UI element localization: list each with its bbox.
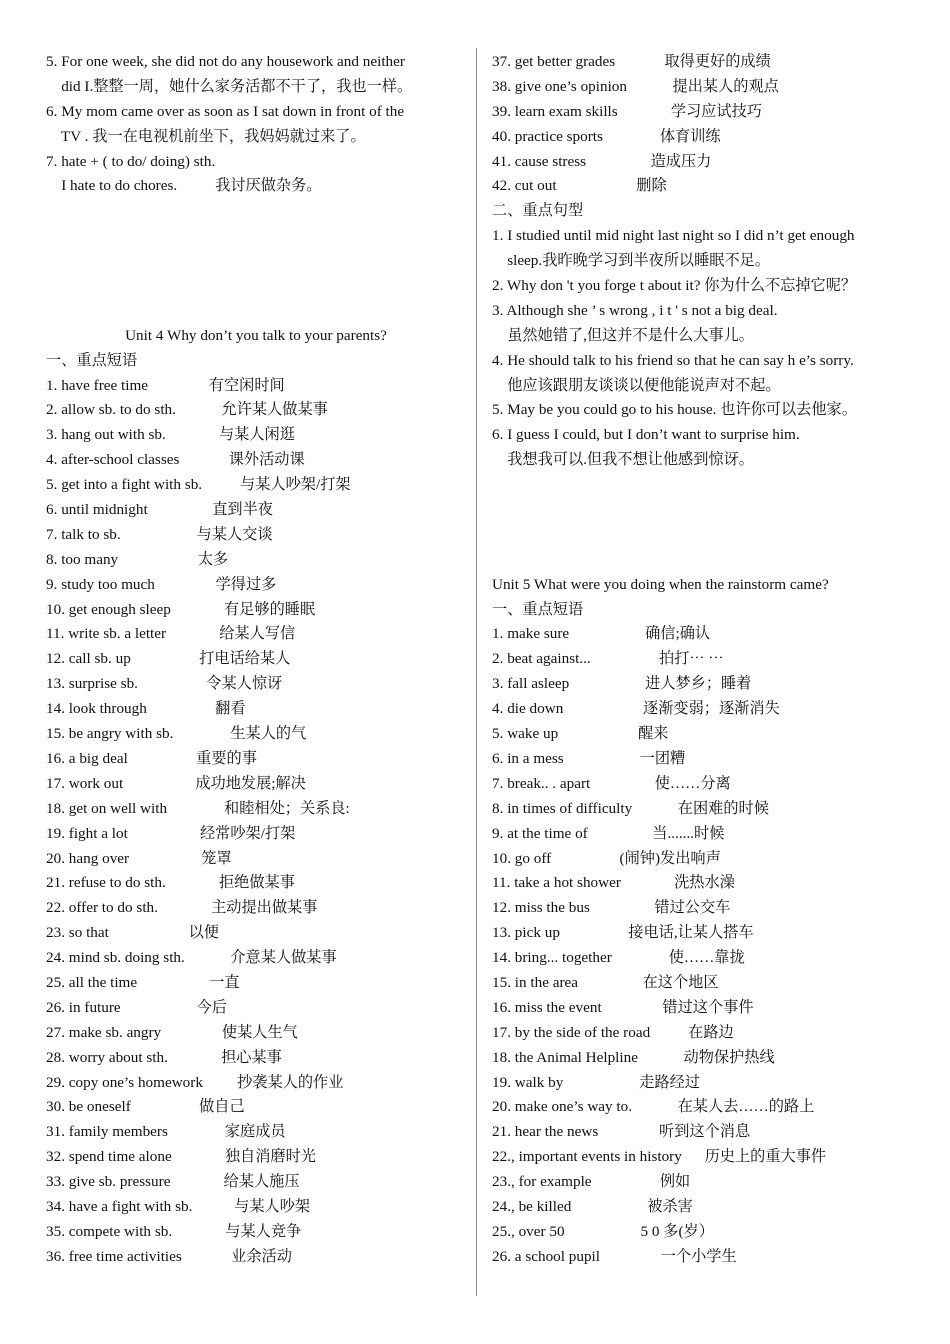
intro-line: 6. My mom came over as soon as I sat down in front of the <box>46 102 405 120</box>
phrase-item: 13. pick up 接电话,让某人搭车 <box>492 924 754 942</box>
phrase-item: 35. compete with sb. 与某人竞争 <box>46 1222 302 1240</box>
intro-list <box>46 50 466 199</box>
unit4-sentence-heading: 二、重点句型 <box>492 202 584 220</box>
phrase-item: 7. talk to sb. 与某人交谈 <box>46 525 273 543</box>
phrase-item: 37. get better grades 取得更好的成绩 <box>492 53 771 70</box>
phrase-item: 36. free time activities 业余活动 <box>46 1247 292 1265</box>
phrase-item: 33. give sb. pressure 给某人施压 <box>46 1173 300 1191</box>
phrase-item: 39. learn exam skills 学习应试技巧 <box>492 102 762 120</box>
phrase-item: 26. a school pupil 一个小学生 <box>492 1247 737 1265</box>
phrase-item: 25. all the time 一直 <box>46 973 240 991</box>
phrase-item: 14. bring... together 使……靠拢 <box>492 949 745 967</box>
phrase-item: 12. miss the bus 错过公交车 <box>492 899 731 917</box>
sentence-line: 2. Why don 't you forge t about it? 你为什么不忘掉它呢？ <box>492 277 857 295</box>
sentence-line: 我想我可以.但我不想让他感到惊讶。 <box>492 451 754 469</box>
phrase-item: 34. have a fight with sb. 与某人吵架 <box>46 1197 311 1215</box>
phrase-item: 9. at the time of 当.......时候 <box>492 824 725 842</box>
intro-line: TV . 我一在电视机前坐下，我妈妈就过来了。 <box>46 127 366 145</box>
phrase-item: 19. fight a lot 经常吵架/打架 <box>46 824 296 842</box>
unit4-title: Unit 4 Why don’t you talk to your parents? <box>125 326 387 344</box>
intro-line: did I.整整一周，她什么家务活都不干了，我也一样。 <box>46 77 413 95</box>
phrase-item: 18. the Animal Helpline 动物保护热线 <box>492 1048 775 1066</box>
phrase-item: 11. take a hot shower 洗热水澡 <box>492 874 735 892</box>
phrase-item: 14. look through 翻看 <box>46 700 246 718</box>
phrase-item: 8. in times of difficulty 在困难的时候 <box>492 799 769 817</box>
phrase-item: 10. go off (闹钟)发出响声 <box>492 849 721 867</box>
phrase-item: 7. break.. . apart 使……分离 <box>492 774 731 792</box>
unit4-sentence-list <box>492 224 912 473</box>
phrase-item: 6. until midnight 直到半夜 <box>46 501 273 519</box>
phrase-item: 4. die down 逐渐变弱；逐渐消失 <box>492 700 780 718</box>
phrase-item: 1. have free time 有空闲时间 <box>46 376 285 394</box>
unit4-phrase-list <box>46 374 466 1270</box>
phrase-item: 23., for example 例如 <box>492 1173 691 1191</box>
unit5-phrase-list <box>492 622 912 1269</box>
phrase-item: 25., over 50 5 0 多(岁） <box>492 1222 714 1240</box>
right-column <box>492 50 912 1270</box>
phrase-item: 3. fall asleep 进人梦乡；睡着 <box>492 675 752 693</box>
unit4-section-heading: 一、重点短语 <box>46 351 138 369</box>
phrase-item: 6. in a mess 一团糟 <box>492 749 686 767</box>
phrase-item: 5. get into a fight with sb. 与某人吵架/打架 <box>46 476 351 494</box>
phrase-item: 8. too many 太多 <box>46 550 229 568</box>
phrase-item: 13. surprise sb. 令某人惊讶 <box>46 675 283 693</box>
phrase-item: 9. study too much 学得过多 <box>46 575 277 593</box>
phrase-item: 18. get on well with 和睦相处；关系良: <box>46 799 350 817</box>
phrase-item: 17. work out 成功地发展;解决 <box>46 774 306 792</box>
phrase-item: 24., be killed 被杀害 <box>492 1197 693 1215</box>
phrase-item: 38. give one’s opinion 提出某人的观点 <box>492 77 779 95</box>
sentence-line: 1. I studied until mid night last night so I did n’t get enough <box>492 227 855 245</box>
phrase-item: 20. hang over 笼罩 <box>46 849 232 867</box>
phrase-item: 30. be oneself 做自己 <box>46 1098 245 1116</box>
phrase-item: 11. write sb. a letter 给某人写信 <box>46 625 296 643</box>
phrase-item: 15. be angry with sb. 生某人的气 <box>46 725 307 743</box>
phrase-item: 22., important events in history 历史上的重大事件 <box>492 1148 827 1166</box>
phrase-item: 1. make sure 确信;确认 <box>492 625 711 643</box>
phrase-item: 16. miss the event 错过这个事件 <box>492 998 754 1016</box>
phrase-item: 41. cause stress 造成压力 <box>492 152 712 170</box>
phrase-item: 32. spend time alone 独自消磨时光 <box>46 1148 316 1166</box>
sentence-line: 虽然她错了,但这并不是什么大事儿。 <box>492 326 754 344</box>
phrase-item: 17. by the side of the road 在路边 <box>492 1023 734 1041</box>
column-divider <box>476 48 477 1296</box>
unit5-section-heading: 一、重点短语 <box>492 600 584 618</box>
intro-line: 5. For one week, she did not do any housework and neither <box>46 53 405 70</box>
phrase-item: 19. walk by 走路经过 <box>492 1073 700 1091</box>
phrase-item: 16. a big deal 重要的事 <box>46 749 257 767</box>
phrase-item: 4. after-school classes 课外活动课 <box>46 451 305 469</box>
phrase-item: 27. make sb. angry 使某人生气 <box>46 1023 298 1041</box>
sentence-line: 4. He should talk to his friend so that he can say h e’s sorry. <box>492 351 854 369</box>
phrase-item: 26. in future 今后 <box>46 998 227 1016</box>
phrase-item: 21. refuse to do sth. 拒绝做某事 <box>46 874 295 892</box>
intro-line: I hate to do chores. 我讨厌做杂务。 <box>46 177 322 195</box>
phrase-item: 28. worry about sth. 担心某事 <box>46 1048 282 1066</box>
phrase-item: 21. hear the news 听到这个消息 <box>492 1123 751 1141</box>
phrase-item: 10. get enough sleep 有足够的睡眠 <box>46 600 316 618</box>
intro-line: 7. hate + ( to do/ doing) sth. <box>46 152 216 170</box>
phrase-item: 23. so that 以便 <box>46 924 219 942</box>
sentence-line: 3. Although she ’ s wrong , i t ' s not a big deal. <box>492 301 778 319</box>
sentence-line: 5. May be you could go to his house. 也许你可以去他家。 <box>492 401 857 419</box>
phrase-item: 22. offer to do sth. 主动提出做某事 <box>46 899 318 917</box>
phrase-item: 2. beat against... 拍打⋯ ⋯ <box>492 650 724 668</box>
phrase-item: 15. in the area 在这个地区 <box>492 973 719 991</box>
phrase-item: 20. make one’s way to. 在某人去……的路上 <box>492 1098 815 1116</box>
unit5-title: Unit 5 What were you doing when the rainstorm came? <box>492 575 829 593</box>
phrase-item: 40. practice sports 体育训练 <box>492 127 721 145</box>
sentence-line: sleep.我昨晚学习到半夜所以睡眠不足。 <box>492 252 771 270</box>
phrase-item: 3. hang out with sb. 与某人闲逛 <box>46 426 295 444</box>
phrase-item: 42. cut out 删除 <box>492 177 667 195</box>
sentence-line: 他应该跟朋友谈谈以便他能说声对不起。 <box>492 376 781 394</box>
sentence-line: 6. I guess I could, but I don’t want to surprise him. <box>492 426 800 444</box>
left-column <box>46 50 466 1270</box>
phrase-list-continued <box>492 50 912 199</box>
phrase-item: 2. allow sb. to do sth. 允许某人做某事 <box>46 401 328 419</box>
phrase-item: 24. mind sb. doing sth. 介意某人做某事 <box>46 949 337 967</box>
phrase-item: 5. wake up 醒来 <box>492 725 669 743</box>
phrase-item: 31. family members 家庭成员 <box>46 1123 286 1141</box>
phrase-item: 12. call sb. up 打电话给某人 <box>46 650 291 668</box>
phrase-item: 29. copy one’s homework 抄袭某人的作业 <box>46 1073 344 1091</box>
